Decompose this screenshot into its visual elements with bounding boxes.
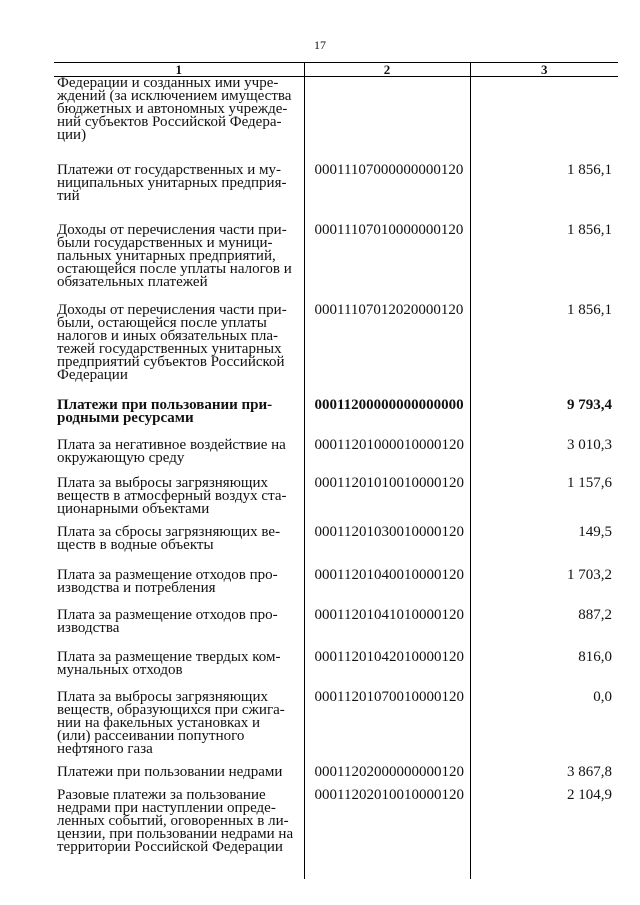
column-header-1: 1 <box>54 63 304 77</box>
revenue-name-cell: Плата за размещение твердых ком- мунальных отходов <box>57 649 281 678</box>
revenue-name-cell: Плата за выбросы загрязняющих веществ, образующихся при сжига- нии на факельных установках и (или) рассеивании попутного нефтяного газа <box>57 689 285 757</box>
revenue-name-cell: Разовые платежи за пользование недрами при наступлении опреде- ленных событий, оговоренных в ли- цензии, при пользовании недрами на территории Российской Федерации <box>57 787 294 855</box>
page-number: 17 <box>314 38 326 52</box>
revenue-table <box>54 62 618 879</box>
revenue-name-cell: Плата за размещение отходов про- изводства <box>57 607 278 636</box>
budget-code-cell: 00011202000000000120 <box>304 766 470 789</box>
revenue-name-cell: Платежи при пользовании недрами <box>57 764 283 780</box>
column-header-2: 2 <box>304 63 470 77</box>
budget-code-cell: 00011201040010000120 <box>304 569 470 609</box>
budget-code-cell <box>304 77 470 165</box>
revenue-name-cell: Платежи при пользовании при- родными ресурсами <box>57 397 273 426</box>
table-row <box>54 439 618 477</box>
budget-code-cell: 00011107012020000120 <box>304 304 470 399</box>
amount-cell: 0,0 <box>470 691 618 766</box>
revenue-name-cell: Плата за сбросы загрязняющих ве- ществ в водные объекты <box>57 524 281 553</box>
amount-cell <box>470 77 618 165</box>
amount-cell: 1 856,1 <box>470 304 618 399</box>
table-row <box>54 651 618 691</box>
amount-cell: 3 010,3 <box>470 439 618 477</box>
budget-code-cell: 00011201070010000120 <box>304 691 470 766</box>
budget-code-cell: 00011107000000000120 <box>304 164 470 224</box>
budget-code-cell: 00011201000010000120 <box>304 439 470 477</box>
amount-cell: 1 157,6 <box>470 477 618 526</box>
budget-code-cell: 00011201042010000120 <box>304 651 470 691</box>
budget-code-cell: 00011201010010000120 <box>304 477 470 526</box>
table-row <box>54 224 618 304</box>
amount-cell: 887,2 <box>470 609 618 651</box>
table-row <box>54 77 618 165</box>
table-row <box>54 691 618 766</box>
revenue-name-cell: Доходы от перечисления части при- были, остающейся после уплаты налогов и иных обязательных пла- тежей государственных унитарных предприятий субъектов Российской Федерации <box>57 302 287 383</box>
table-row <box>54 304 618 399</box>
amount-cell: 2 104,9 <box>470 789 618 879</box>
table-row <box>54 766 618 789</box>
table-row <box>54 399 618 439</box>
amount-cell: 1 856,1 <box>470 164 618 224</box>
budget-code-cell: 00011201030010000120 <box>304 526 470 569</box>
table-row <box>54 164 618 224</box>
revenue-name-cell: Платежи от государственных и му- ниципальных унитарных предприя- тий <box>57 162 287 204</box>
revenue-name-cell: Федерации и созданных ими учре- ждений (за исключением имущества бюджетных и автономных учрежде- ний субъектов Российской Федера- ции) <box>57 75 292 143</box>
table-row <box>54 526 618 569</box>
table-row <box>54 789 618 879</box>
revenue-name-cell: Доходы от перечисления части при- были государственных и муници- пальных унитарных предприятий, остающейся после уплаты налогов и обязательных платежей <box>57 222 292 290</box>
table-row <box>54 569 618 609</box>
revenue-name-cell: Плата за негативное воздействие на окружающую среду <box>57 437 286 466</box>
amount-cell: 3 867,8 <box>470 766 618 789</box>
amount-cell: 1 856,1 <box>470 224 618 304</box>
revenue-name-cell: Плата за выбросы загрязняющих веществ в атмосферный воздух ста- ционарными объектами <box>57 475 287 517</box>
column-header-3: 3 <box>470 63 618 77</box>
table-row <box>54 609 618 651</box>
table-body <box>54 77 618 880</box>
budget-code-cell: 00011202010010000120 <box>304 789 470 879</box>
revenue-name-cell: Плата за размещение отходов про- изводства и потребления <box>57 567 278 596</box>
budget-code-cell: 00011200000000000000 <box>304 399 470 439</box>
amount-cell: 816,0 <box>470 651 618 691</box>
budget-code-cell: 00011107010000000120 <box>304 224 470 304</box>
budget-code-cell: 00011201041010000120 <box>304 609 470 651</box>
amount-cell: 1 703,2 <box>470 569 618 609</box>
table-row <box>54 477 618 526</box>
amount-cell: 149,5 <box>470 526 618 569</box>
amount-cell: 9 793,4 <box>470 399 618 439</box>
